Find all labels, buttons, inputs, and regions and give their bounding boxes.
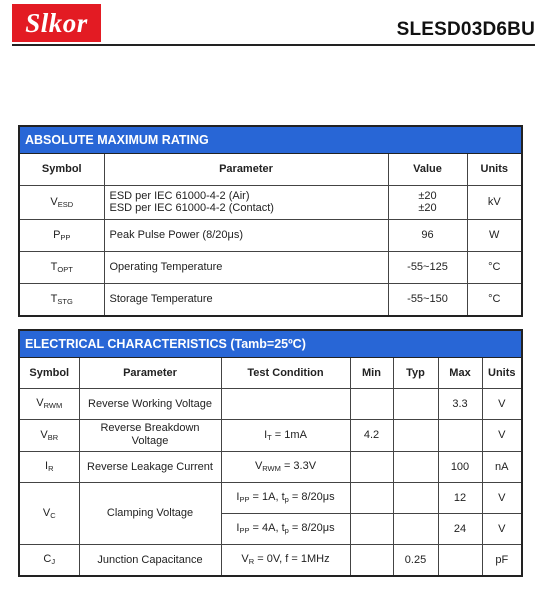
abs-max-grid (20, 154, 521, 315)
condition-cell: $I_{PP} = 1A$, $t_p = 8/20\mu s$ (221, 482, 350, 513)
units-cell: W (467, 219, 521, 251)
min-cell (350, 482, 393, 513)
col-header-max: Max (438, 358, 482, 388)
condition-cell (221, 388, 350, 419)
symbol-cell: $P_{PP}$ (20, 219, 104, 251)
parameter-cell: Junction Capacitance (79, 544, 221, 575)
symbol-cell: $T_{OPT}$ (20, 251, 104, 283)
value-cell: 96 (388, 219, 467, 251)
min-cell (350, 388, 393, 419)
units-cell: V (482, 388, 521, 419)
units-cell: V (482, 513, 521, 544)
col-header-typ: Typ (393, 358, 438, 388)
brand-logo-text: Slkor (25, 7, 88, 38)
symbol-cell: $V_{RWM}$ (20, 388, 79, 419)
col-header-test-condition: Test Condition (221, 358, 350, 388)
units-cell: pF (482, 544, 521, 575)
table-row (20, 544, 521, 575)
units-cell: °C (467, 283, 521, 315)
typ-cell (393, 388, 438, 419)
table-row (20, 419, 521, 451)
symbol-cell: $V_C$ (20, 482, 79, 544)
units-cell: V (482, 482, 521, 513)
col-header-symbol: Symbol (20, 358, 79, 388)
condition-cell: $V_{RWM} = 3.3V$ (221, 451, 350, 482)
col-header-value: Value (388, 154, 467, 185)
table-header-row (20, 154, 521, 185)
symbol-cell: $C_J$ (20, 544, 79, 575)
symbol-cell: $I_R$ (20, 451, 79, 482)
abs-max-table (18, 125, 523, 317)
elec-char-table (18, 329, 523, 577)
typ-cell (393, 482, 438, 513)
units-cell: °C (467, 251, 521, 283)
part-number: SLESD03D6BU (396, 19, 535, 40)
typ-cell (393, 451, 438, 482)
max-cell: 24 (438, 513, 482, 544)
parameter-cell: Reverse Leakage Current (79, 451, 221, 482)
col-header-units: Units (467, 154, 521, 185)
parameter-cell: Operating Temperature (104, 251, 388, 283)
header-divider (12, 44, 535, 46)
value-cell: ±20 ±20 (388, 185, 467, 219)
min-cell (350, 451, 393, 482)
min-cell (350, 544, 393, 575)
table-row (20, 388, 521, 419)
condition-cell: $V_R = 0V$, f = 1MHz (221, 544, 350, 575)
abs-max-title: ABSOLUTE MAXIMUM RATING (20, 127, 521, 154)
typ-cell (393, 419, 438, 451)
max-cell: 12 (438, 482, 482, 513)
parameter-cell: ESD per IEC 61000-4-2 (Air) ESD per IEC 61000-4-2 (Contact) (104, 185, 388, 219)
col-header-parameter: Parameter (104, 154, 388, 185)
parameter-cell: Reverse Breakdown Voltage (79, 419, 221, 451)
symbol-cell: $T_{STG}$ (20, 283, 104, 315)
col-header-min: Min (350, 358, 393, 388)
condition-cell: $I_T = 1mA$ (221, 419, 350, 451)
table-row (20, 283, 521, 315)
max-cell (438, 419, 482, 451)
table-row (20, 482, 521, 513)
table-row (20, 219, 521, 251)
value-cell: -55~125 (388, 251, 467, 283)
symbol-cell: $V_{BR}$ (20, 419, 79, 451)
elec-char-title: ELECTRICAL CHARACTERISTICS (Tamb=25ºC) (20, 331, 521, 358)
max-cell: 3.3 (438, 388, 482, 419)
parameter-cell: Clamping Voltage (79, 482, 221, 544)
col-header-symbol: Symbol (20, 154, 104, 185)
typ-cell: 0.25 (393, 544, 438, 575)
typ-cell (393, 513, 438, 544)
condition-cell: $I_{PP} = 4A$, $t_p = 8/20\mu s$ (221, 513, 350, 544)
parameter-cell: Peak Pulse Power (8/20μs) (104, 219, 388, 251)
table-row (20, 451, 521, 482)
brand-logo (12, 4, 101, 42)
units-cell: kV (467, 185, 521, 219)
symbol-cell: $V_{ESD}$ (20, 185, 104, 219)
parameter-cell: Storage Temperature (104, 283, 388, 315)
units-cell: V (482, 419, 521, 451)
elec-char-grid (20, 358, 521, 575)
parameter-cell: Reverse Working Voltage (79, 388, 221, 419)
max-cell: 100 (438, 451, 482, 482)
table-row (20, 251, 521, 283)
value-cell: -55~150 (388, 283, 467, 315)
table-header-row (20, 358, 521, 388)
col-header-units: Units (482, 358, 521, 388)
min-cell: 4.2 (350, 419, 393, 451)
units-cell: nA (482, 451, 521, 482)
table-row (20, 185, 521, 219)
col-header-parameter: Parameter (79, 358, 221, 388)
min-cell (350, 513, 393, 544)
max-cell (438, 544, 482, 575)
